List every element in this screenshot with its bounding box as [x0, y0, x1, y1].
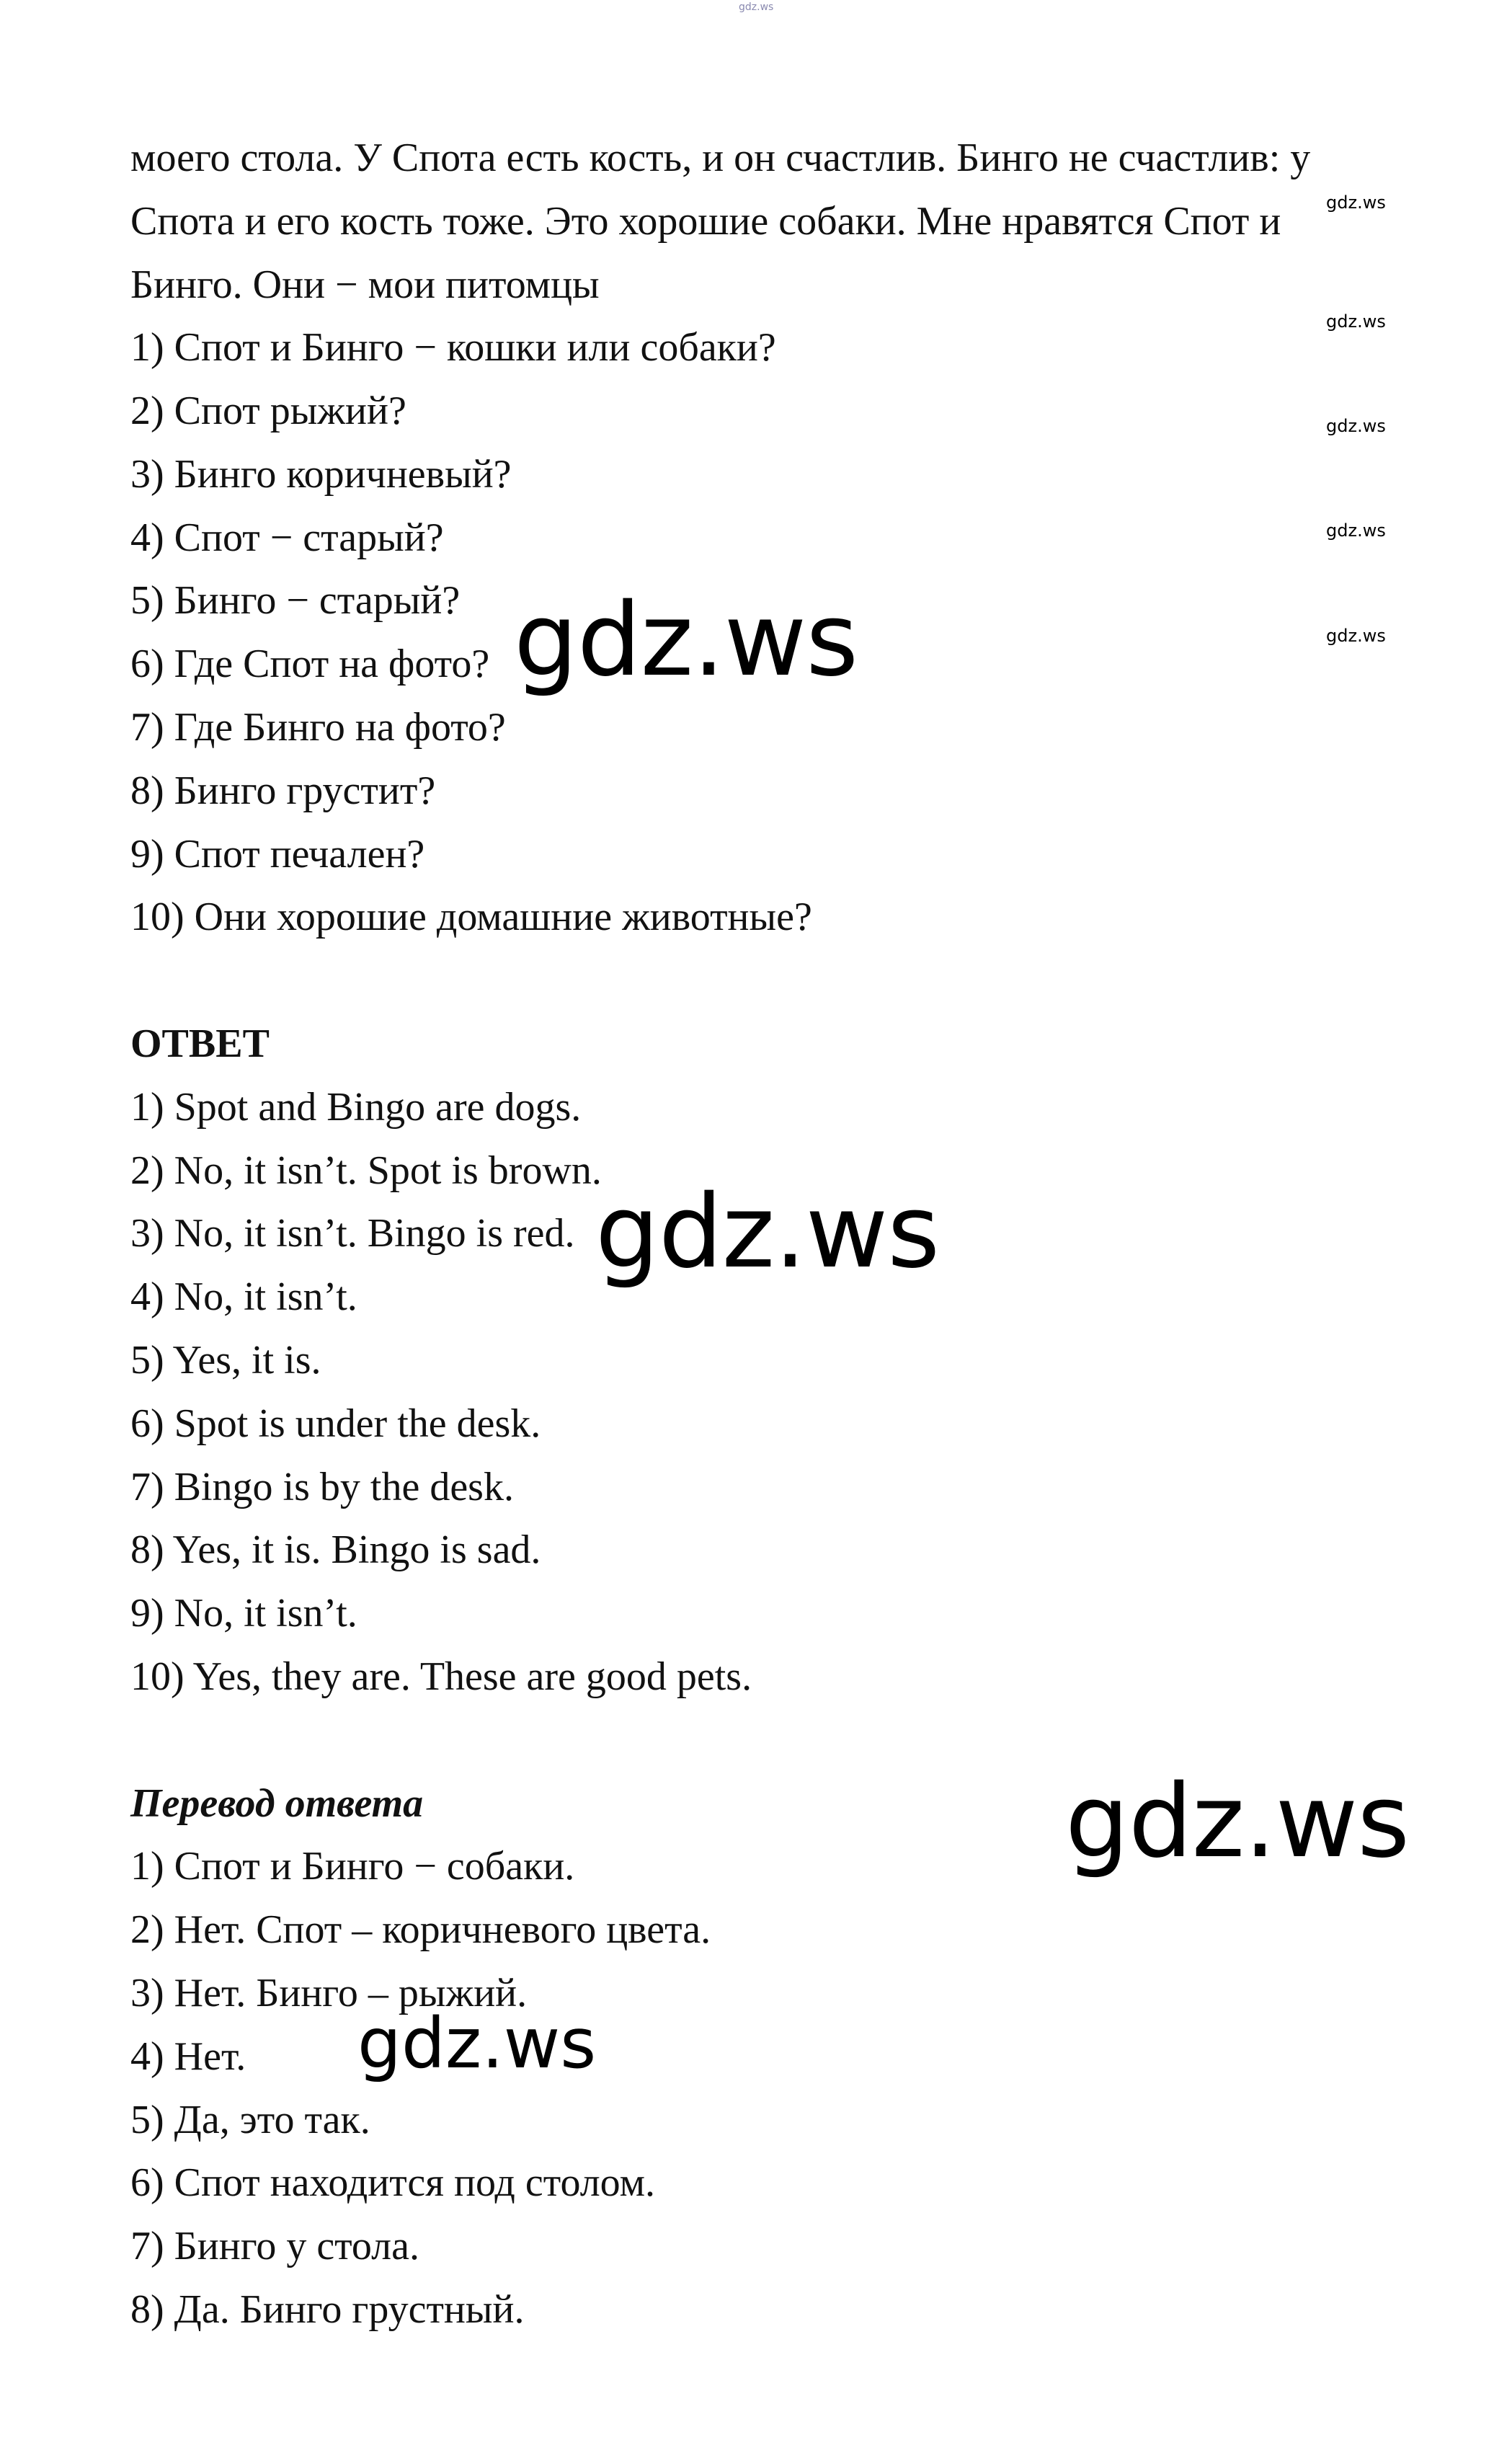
watermark-small: gdz.ws [1326, 626, 1386, 646]
watermark-small: gdz.ws [1326, 192, 1386, 213]
answer-item: 8) Yes, it is. Bingo is sad. [130, 1527, 541, 1572]
answer-item: 6) Spot is under the desk. [130, 1401, 541, 1446]
watermark-large: gdz.ws [514, 582, 858, 699]
watermark-small: gdz.ws [1326, 311, 1386, 332]
question-item: 1) Спот и Бинго − кошки или собаки? [130, 325, 776, 370]
translation-heading: Перевод ответа [130, 1781, 424, 1826]
translation-item: 1) Спот и Бинго − собаки. [130, 1844, 575, 1889]
question-item: 8) Бинго грустит? [130, 768, 436, 813]
translation-item: 6) Спот находится под столом. [130, 2160, 656, 2205]
answer-item: 9) No, it isn’t. [130, 1591, 357, 1636]
answer-heading: ОТВЕТ [130, 1021, 270, 1066]
translation-item: 5) Да, это так. [130, 2098, 370, 2142]
question-item: 6) Где Спот на фото? [130, 642, 490, 686]
question-item: 5) Бинго − старый? [130, 578, 461, 623]
question-item: 7) Где Бинго на фото? [130, 705, 506, 750]
watermark-small: gdz.ws [1326, 520, 1386, 541]
watermark-medium: gdz.ws [357, 2003, 597, 2084]
question-item: 9) Спот печален? [130, 832, 425, 877]
translation-item: 7) Бинго у стола. [130, 2224, 419, 2268]
intro-line-1: моего стола. У Спота есть кость, и он счастлив. Бинго не счастлив: у [130, 136, 1311, 180]
intro-line-3: Бинго. Они − мои питомцы [130, 262, 600, 307]
answer-item: 10) Yes, they are. These are good pets. [130, 1654, 752, 1699]
translation-item: 8) Да. Бинго грустный. [130, 2287, 525, 2332]
answer-item: 2) No, it isn’t. Spot is brown. [130, 1148, 602, 1193]
watermark-small: gdz.ws [1326, 416, 1386, 436]
watermark-top: gdz.ws [739, 1, 774, 13]
answer-item: 7) Bingo is by the desk. [130, 1465, 514, 1509]
answer-item: 4) No, it isn’t. [130, 1274, 357, 1319]
question-item: 3) Бинго коричневый? [130, 452, 512, 497]
question-item: 10) Они хорошие домашние животные? [130, 895, 812, 939]
translation-item: 4) Нет. [130, 2034, 246, 2079]
translation-item: 2) Нет. Спот – коричневого цвета. [130, 1907, 711, 1952]
watermark-large: gdz.ws [595, 1174, 940, 1291]
question-item: 2) Спот рыжий? [130, 389, 406, 433]
translation-item: 3) Нет. Бинго – рыжий. [130, 1971, 528, 2015]
question-item: 4) Спот − старый? [130, 515, 444, 560]
answer-item: 1) Spot and Bingo are dogs. [130, 1085, 582, 1130]
intro-line-2: Спота и его кость тоже. Это хорошие собаки. Мне нравятся Спот и [130, 199, 1281, 244]
watermark-large: gdz.ws [1065, 1763, 1410, 1881]
answer-item: 3) No, it isn’t. Bingo is red. [130, 1211, 575, 1256]
answer-item: 5) Yes, it is. [130, 1338, 321, 1383]
